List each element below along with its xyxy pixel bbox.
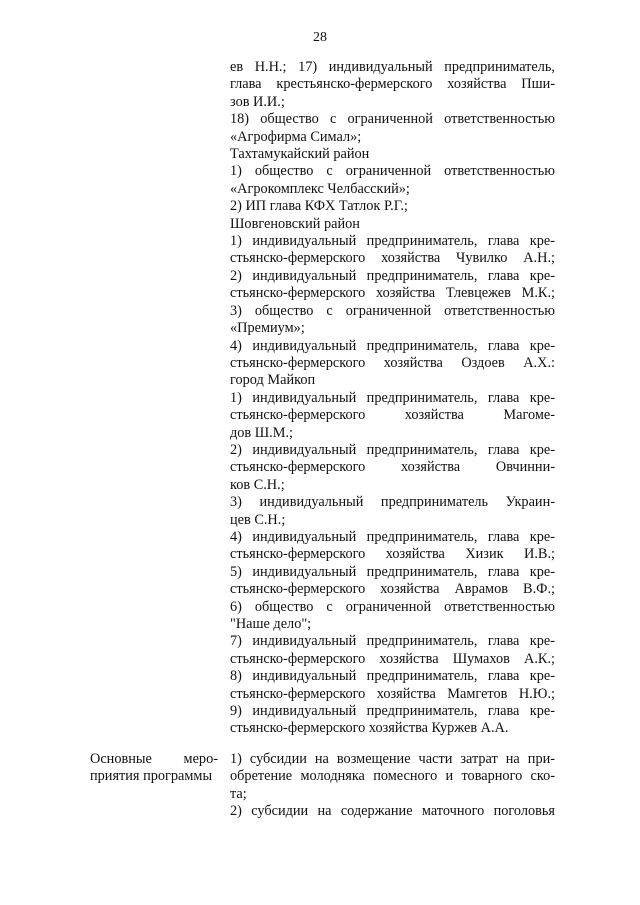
text-line: стьянско-фермерского хозяйства Чувилко А.Н.;: [230, 250, 555, 267]
text-line: стьянско-фермерского хозяйства Шумахов А.К.;: [230, 650, 555, 667]
text-line: 2) ИП глава КФХ Татлок Р.Г.;: [230, 198, 408, 215]
section-label: [90, 751, 218, 786]
text-line: «Премиум»;: [230, 320, 305, 337]
text-line: стьянско-фермерского хозяйства Мамгетов Н.Ю.;: [230, 685, 555, 702]
text-line: стьянско-фермерского хозяйства Куржев А.А.: [230, 720, 509, 737]
text-line: город Майкоп: [230, 372, 316, 389]
text-line: 5) индивидуальный предприниматель, глава кре-: [230, 563, 555, 580]
text-line: та;: [230, 785, 247, 802]
text-line: 2) индивидуальный предприниматель, глава кре-: [230, 267, 555, 284]
text-line: 3) общество с ограниченной ответственностью: [230, 302, 555, 319]
text-line: 3) индивидуальный предприниматель Украин-: [230, 494, 555, 511]
text-line: стьянско-фермерского хозяйства Магоме-: [230, 407, 555, 424]
text-line: 9) индивидуальный предприниматель, глава кре-: [230, 703, 555, 720]
text-line: 4) индивидуальный предприниматель, глава кре-: [230, 337, 555, 354]
text-line: стьянско-фермерского хозяйства Аврамов В.Ф.;: [230, 581, 555, 598]
text-line: цев С.Н.;: [230, 511, 286, 528]
text-line: 18) общество с ограниченной ответственностью: [230, 111, 555, 128]
text-line: стьянско-фермерского хозяйства Тлевцежев М.К.;: [230, 285, 555, 302]
text-line: 2) субсидии на содержание маточного поголовья: [230, 803, 555, 820]
text-line: «Агрокомплекс Челбасский»;: [230, 180, 410, 197]
text-line: «Агрофирма Симал»;: [230, 128, 362, 145]
text-line: глава крестьянско-фермерского хозяйства Пши-: [230, 76, 555, 93]
text-line: Шовгеновский район: [230, 215, 360, 232]
text-line: 1) общество с ограниченной ответственностью: [230, 163, 555, 180]
text-line: стьянско-фермерского хозяйства Хизик И.В.;: [230, 546, 555, 563]
text-line: 8) индивидуальный предприниматель, глава кре-: [230, 668, 555, 685]
text-line: ков С.Н.;: [230, 476, 285, 493]
text-line: "Наше дело";: [230, 616, 312, 632]
text-line: стьянско-фермерского хозяйства Овчинни-: [230, 459, 555, 476]
text-line: 7) индивидуальный предприниматель, глава кре-: [230, 633, 555, 650]
text-line: 6) общество с ограниченной ответственностью: [230, 598, 555, 615]
main-activities-list: [230, 751, 555, 821]
text-line: ев Н.Н.; 17) индивидуальный предприниматель,: [230, 59, 555, 75]
section-label-line: Основные меро-: [90, 751, 218, 767]
section-label-line: приятия программы: [90, 768, 213, 785]
text-line: стьянско-фермерского хозяйства Оздоев А.Х.:: [230, 354, 555, 371]
text-line: 4) индивидуальный предприниматель, глава кре-: [230, 528, 555, 545]
text-line: 1) субсидии на возмещение части затрат на при-: [230, 751, 555, 767]
text-line: дов Ш.М.;: [230, 424, 294, 441]
text-line: 1) индивидуальный предприниматель, глава кре-: [230, 389, 555, 406]
text-line: зов И.И.;: [230, 93, 285, 110]
text-line: 1) индивидуальный предприниматель, глава кре-: [230, 233, 555, 250]
text-line: обретение молодняка помесного и товарного ско-: [230, 768, 555, 785]
program-participants-list: [230, 59, 555, 738]
text-line: 2) индивидуальный предприниматель, глава кре-: [230, 441, 555, 458]
text-line: Тахтамукайский район: [230, 146, 370, 163]
page-number: 28: [313, 30, 327, 45]
